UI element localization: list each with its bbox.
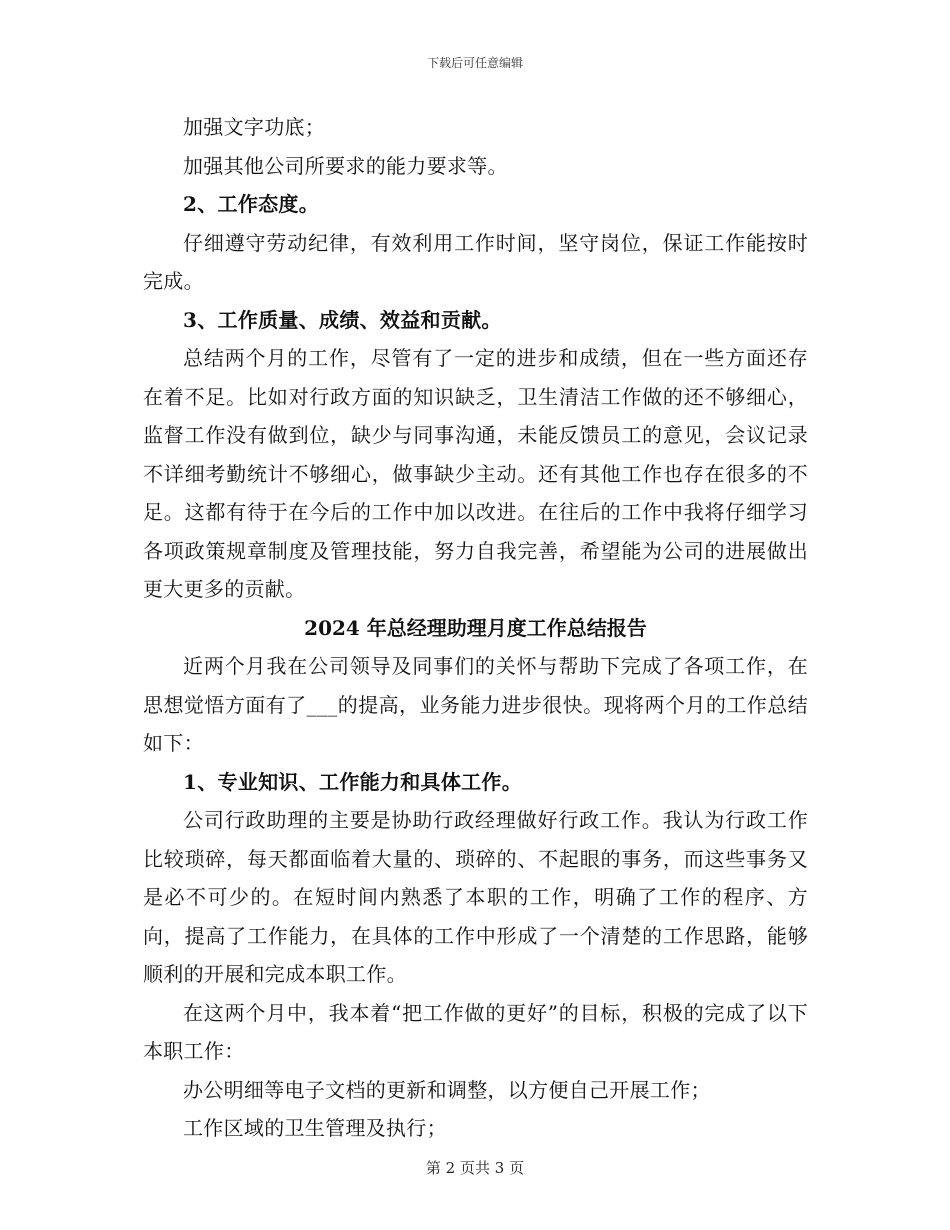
document-body	[143, 108, 808, 1148]
report-title: 2024 年总经理助理月度工作总结报告	[304, 615, 647, 640]
section-heading: 3、工作质量、成绩、效益和贡献。	[183, 307, 502, 332]
paragraph: 近两个月我在公司领导及同事们的关怀与帮助下完成了各项工作，在思想觉悟方面有了___的提高，业务能力进步很快。现将两个月的工作总结如下：	[143, 654, 808, 755]
paragraph: 仔细遵守劳动纪律，有效利用工作时间，坚守岗位，保证工作能按时完成。	[143, 230, 808, 293]
section-heading: 2、工作态度。	[183, 192, 320, 216]
paragraph: 加强其他公司所要求的能力要求等。	[183, 153, 508, 178]
paragraph: 办公明细等电子文档的更新和调整，以方便自己开展工作；	[183, 1077, 711, 1102]
paragraph: 公司行政助理的主要是协助行政经理做好行政工作。我认为行政工作比较琐碎，每天都面临着大量的、琐碎的、不起眼的事务，而这些事务又是必不可少的。在短时间内熟悉了本职的工作，明确了工作的程序、方向，提高了工作能力，在具体的工作中形成了一个清楚的工作思路，能够顺利的开展和完成本职工作。	[143, 808, 808, 986]
paragraph: 加强文字功底；	[183, 115, 326, 139]
page-footer: 第 2 页共 3 页	[425, 1159, 525, 1177]
paragraph: 在这两个月中，我本着“把工作做的更好”的目标，积极的完成了以下本职工作：	[143, 1000, 808, 1063]
paragraph: 总结两个月的工作，尽管有了一定的进步和成绩，但在一些方面还存在着不足。比如对行政方面的知识缺乏，卫生清洁工作做的还不够细心，监督工作没有做到位，缺少与同事沟通，未能反馈员工的意见，会议记录不详细考勤统计不够细心，做事缺少主动。还有其他工作也存在很多的不足。这都有待于在今后的工作中加以改进。在往后的工作中我将仔细学习各项政策规章制度及管理技能，努力自我完善，希望能为公司的进展做出更大更多的贡献。	[143, 346, 808, 601]
page-header: 下载后可任意编辑	[426, 56, 523, 70]
paragraph: 工作区域的卫生管理及执行；	[183, 1116, 447, 1140]
section-heading: 1、专业知识、工作能力和具体工作。	[183, 769, 523, 794]
